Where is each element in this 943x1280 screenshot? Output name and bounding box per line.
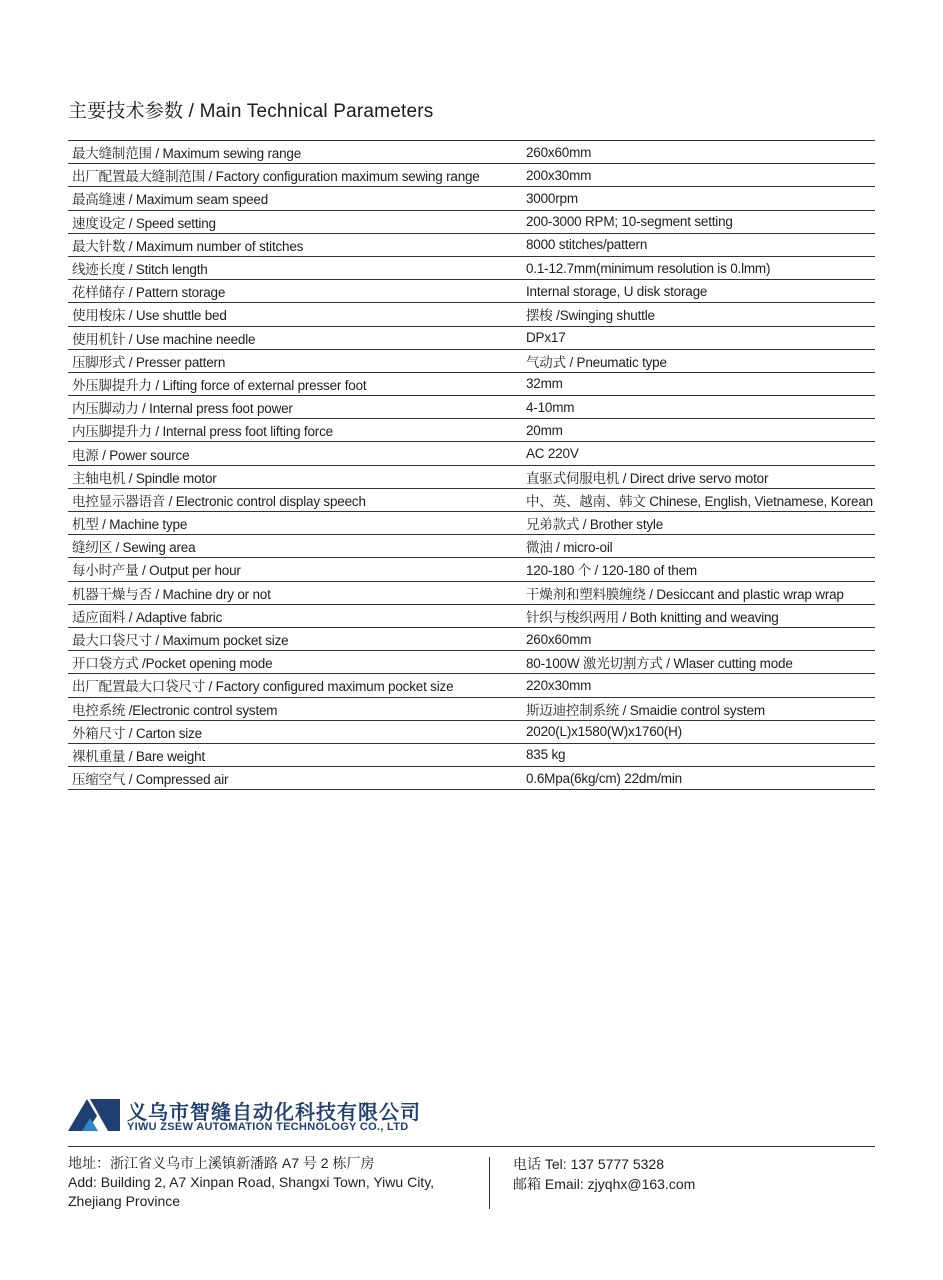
parameter-row (68, 558, 875, 581)
parameter-row (68, 651, 875, 674)
parameter-row (68, 767, 875, 790)
address-english-line-2: Zhejiang Province (68, 1193, 181, 1209)
parameter-name: 花样储存 / Pattern storage (68, 280, 518, 303)
parameters-table-body (68, 141, 875, 790)
parameter-value: 斯迈迪控制系统 / Smaidie control system (518, 697, 875, 720)
parameter-value: 针织与梭织两用 / Both knitting and weaving (518, 604, 875, 627)
parameter-row (68, 465, 875, 488)
parameter-name: 内压脚动力 / Internal press foot power (68, 396, 518, 419)
parameter-row (68, 396, 875, 419)
parameter-value: 20mm (518, 419, 875, 442)
parameter-name: 速度设定 / Speed setting (68, 210, 518, 233)
parameter-row (68, 187, 875, 210)
parameter-name: 缝纫区 / Sewing area (68, 535, 518, 558)
parameter-value: 0.1-12.7mm(minimum resolution is 0.lmm) (518, 256, 875, 279)
parameter-name: 裸机重量 / Bare weight (68, 743, 518, 766)
parameter-name: 最大口袋尺寸 / Maximum pocket size (68, 627, 518, 650)
footer-divider-line (68, 1146, 875, 1147)
parameter-name: 压脚形式 / Presser pattern (68, 349, 518, 372)
parameter-value: 气动式 / Pneumatic type (518, 349, 875, 372)
company-name-chinese: 义乌市智缝自动化科技有限公司 (127, 1102, 421, 1124)
email-address: 邮箱 Email: zjyqhx@163.com (513, 1176, 696, 1192)
parameter-name: 适应面料 / Adaptive fabric (68, 604, 518, 627)
parameter-value: 兄弟款式 / Brother style (518, 512, 875, 535)
parameter-name: 出厂配置最大缝制范围 / Factory configuration maximum sewing range (68, 164, 518, 187)
parameter-value: 260x60mm (518, 627, 875, 650)
parameter-row (68, 488, 875, 511)
address-english-line-1: Add: Building 2, A7 Xinpan Road, Shangxi Town, Yiwu City, (68, 1174, 435, 1190)
parameter-value: 干燥剂和塑料膜缠绕 / Desiccant and plastic wrap wrap (518, 581, 875, 604)
parameter-name: 电源 / Power source (68, 442, 518, 465)
parameter-row (68, 303, 875, 326)
parameter-value: 32mm (518, 372, 875, 395)
parameter-value: 200-3000 RPM; 10-segment setting (518, 210, 875, 233)
parameter-row (68, 535, 875, 558)
parameter-value: 直驱式伺服电机 / Direct drive servo motor (518, 465, 875, 488)
parameter-row (68, 674, 875, 697)
parameter-value: 8000 stitches/pattern (518, 233, 875, 256)
parameter-name: 内压脚提升力 / Internal press foot lifting force (68, 419, 518, 442)
parameter-value: 中、英、越南、韩文 Chinese, English, Vietnamese, Korean (518, 488, 875, 511)
parameter-value: 260x60mm (518, 141, 875, 164)
parameter-value: 0.6Mpa(6kg/cm) 22dm/min (518, 767, 875, 790)
parameter-row (68, 581, 875, 604)
parameter-value: 80-100W 激光切割方式 / Wlaser cutting mode (518, 651, 875, 674)
parameter-name: 开口袋方式 /Pocket opening mode (68, 651, 518, 674)
parameter-name: 压缩空气 / Compressed air (68, 767, 518, 790)
parameter-value: 4-10mm (518, 396, 875, 419)
parameter-row (68, 720, 875, 743)
parameter-row (68, 743, 875, 766)
parameter-value: 2020(L)x1580(W)x1760(H) (518, 720, 875, 743)
parameter-value: AC 220V (518, 442, 875, 465)
parameter-value: 220x30mm (518, 674, 875, 697)
parameter-row (68, 604, 875, 627)
footer-vertical-divider (489, 1157, 490, 1209)
parameter-row (68, 349, 875, 372)
parameter-value: DPx17 (518, 326, 875, 349)
parameters-table (68, 140, 875, 790)
parameter-row (68, 627, 875, 650)
parameter-name: 外压脚提升力 / Lifting force of external presser foot (68, 372, 518, 395)
footer-address (68, 1154, 478, 1211)
parameter-value: 微油 / micro-oil (518, 535, 875, 558)
parameter-name: 机型 / Machine type (68, 512, 518, 535)
parameter-name: 每小时产量 / Output per hour (68, 558, 518, 581)
phone-number: 电话 Tel: 137 5777 5328 (513, 1156, 664, 1172)
parameter-value: Internal storage, U disk storage (518, 280, 875, 303)
parameter-row (68, 256, 875, 279)
parameter-value: 835 kg (518, 743, 875, 766)
parameter-name: 最大缝制范围 / Maximum sewing range (68, 141, 518, 164)
parameter-row (68, 372, 875, 395)
address-chinese: 地址：浙江省义乌市上溪镇新潘路 A7 号 2 栋厂房 (68, 1155, 375, 1171)
parameter-name: 线迹长度 / Stitch length (68, 256, 518, 279)
parameter-row (68, 442, 875, 465)
parameter-value: 摆梭 /Swinging shuttle (518, 303, 875, 326)
company-logo-icon (68, 1097, 120, 1133)
parameter-row (68, 141, 875, 164)
parameter-value: 3000rpm (518, 187, 875, 210)
page-title: 主要技术参数 / Main Technical Parameters (68, 101, 434, 122)
parameter-name: 出厂配置最大口袋尺寸 / Factory configured maximum pocket size (68, 674, 518, 697)
parameter-name: 机器干燥与否 / Machine dry or not (68, 581, 518, 604)
parameter-name: 使用机针 / Use machine needle (68, 326, 518, 349)
parameter-name: 电控显示器语音 / Electronic control display speech (68, 488, 518, 511)
parameter-row (68, 280, 875, 303)
parameter-value: 120-180 个 / 120-180 of them (518, 558, 875, 581)
footer-contact (513, 1154, 695, 1194)
parameter-name: 最大针数 / Maximum number of stitches (68, 233, 518, 256)
parameter-value: 200x30mm (518, 164, 875, 187)
company-name-english: YIWU ZSEW AUTOMATION TECHNOLOGY CO., LTD (127, 1121, 409, 1133)
parameter-row (68, 210, 875, 233)
parameter-row (68, 164, 875, 187)
parameter-name: 电控系统 /Electronic control system (68, 697, 518, 720)
parameter-row (68, 512, 875, 535)
parameter-name: 主轴电机 / Spindle motor (68, 465, 518, 488)
parameter-name: 外箱尺寸 / Carton size (68, 720, 518, 743)
parameter-name: 使用梭床 / Use shuttle bed (68, 303, 518, 326)
parameter-row (68, 326, 875, 349)
parameter-row (68, 233, 875, 256)
parameter-row (68, 697, 875, 720)
parameter-row (68, 419, 875, 442)
parameter-name: 最高缝速 / Maximum seam speed (68, 187, 518, 210)
